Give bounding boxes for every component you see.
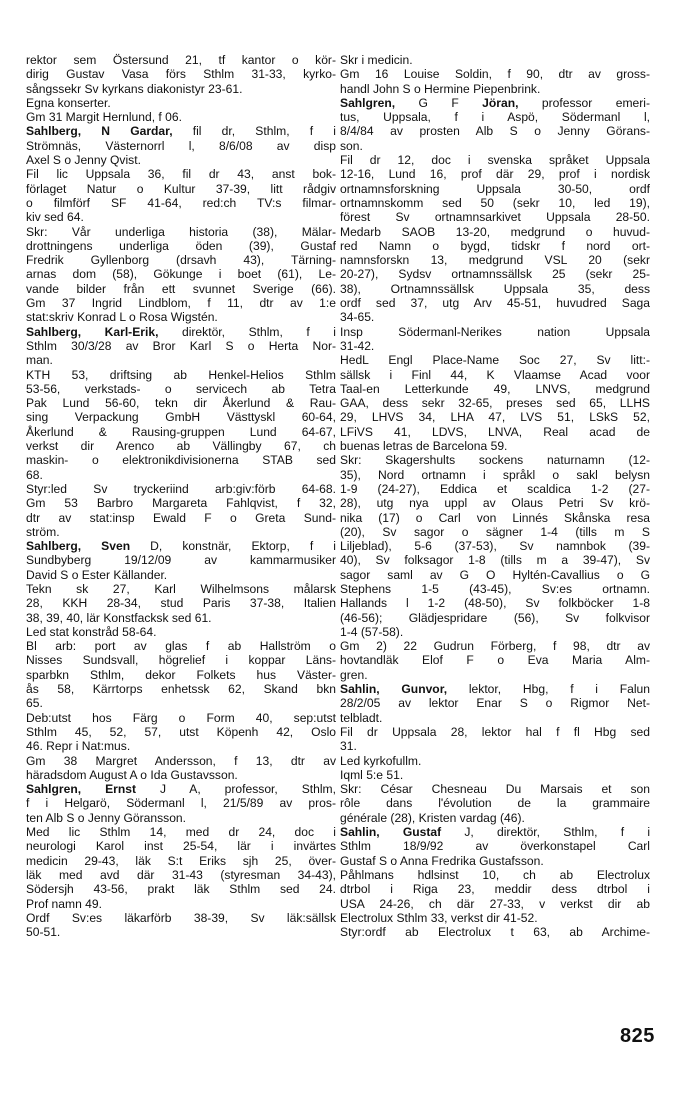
entry-name: Sahlin, Gustaf	[340, 825, 442, 840]
entry-text: 65.	[26, 696, 43, 711]
entry-text: Gm 31 Margit Hernlund, f 06.	[26, 110, 182, 125]
entry-text: 35), Nord ortnamn i språkl o sakl belysn	[340, 467, 650, 482]
entry-text: J A, professor, Sthlm,	[135, 782, 336, 797]
entry-text: J, direktör, Sthlm, f i	[441, 825, 650, 840]
entry-text: telbladt.	[340, 710, 383, 725]
text-line	[26, 67, 336, 81]
entry-text: Södersjh 43-56, prakt läk Sthlm sed 24.	[26, 882, 336, 897]
entry-text: ås 58, Kärrtorps enhetssk 62, Skand bkn	[26, 682, 336, 697]
text-line	[26, 282, 336, 296]
text-line	[26, 553, 336, 567]
entry-text: förlaget Natur o Kultur 37-39, litt rådgiv	[26, 181, 336, 196]
text-line	[340, 210, 650, 224]
text-line	[26, 911, 336, 925]
entry-text: Medarb SAOB 13-20, medgrund o huvud-	[340, 224, 650, 239]
text-line	[340, 882, 650, 896]
entry-text: red Namn o bygd, tidskr f nord ort-	[340, 238, 650, 253]
text-line	[340, 868, 650, 882]
text-line	[340, 539, 650, 553]
text-line	[26, 439, 336, 453]
entry-text: ordf sed 37, utg Arv 45-51, huvudred Saga	[340, 296, 650, 311]
text-line	[340, 911, 650, 925]
entry-text: neurologi Karol inst 25-54, lär i invärtes	[26, 839, 336, 854]
page-number: 825	[620, 1025, 655, 1047]
text-line	[340, 410, 650, 424]
entry-text: générale (28), Kristen vardag (46).	[340, 810, 525, 825]
text-line	[340, 568, 650, 582]
entry-text: nika (17) o Carl von Linnés Skånska resa	[340, 510, 650, 525]
text-line	[26, 382, 336, 396]
text-line	[340, 711, 650, 725]
text-line	[340, 82, 650, 96]
text-line	[340, 639, 650, 653]
text-line	[340, 796, 650, 810]
text-line	[340, 439, 650, 453]
text-line	[340, 754, 650, 768]
text-line	[340, 282, 650, 296]
text-line	[26, 796, 336, 810]
entry-text: LFiVS 41, LDVS, LNVA, Real acad de	[340, 424, 650, 439]
entry-text: Fil dr 12, doc i svenska språket Uppsala	[340, 153, 650, 168]
entry-text: f i Helgarö, Södermanl l, 21/5/89 av pros-	[26, 796, 336, 811]
text-line	[26, 653, 336, 667]
entry-text: sparbkn Sthlm, dekor Folkets hus Väster-	[26, 667, 336, 682]
entry-text: kiv sed 64.	[26, 210, 84, 225]
entry-text: tus, Uppsala, f i Aspö, Södermanl l,	[340, 110, 650, 125]
entry-name: Sahlberg,	[26, 124, 82, 139]
text-line	[26, 511, 336, 525]
text-line	[340, 725, 650, 739]
entry-text: dtrbol i Riga 23, meddir dess dtrbol i	[340, 882, 650, 897]
text-line	[340, 782, 650, 796]
entry-text: USA 24-26, ch där 27-33, v verkst dir ab	[340, 896, 650, 911]
text-line	[340, 525, 650, 539]
entry-text: handl John S o Hermine Piepenbrink.	[340, 81, 541, 96]
entry-text: maskin- o elektronikdivisionerna STAB sed	[26, 453, 336, 468]
entry-text: Insp Södermanl-Nerikes nation Uppsala	[340, 324, 650, 339]
text-line	[340, 139, 650, 153]
text-line	[340, 496, 650, 510]
entry-text: 28, KKH 28-34, stud Paris 37-38, Italien	[26, 596, 336, 611]
text-line	[26, 82, 336, 96]
entry-text: Gm 53 Barbro Margareta Fahlqvist, f 32,	[26, 496, 336, 511]
text-line	[340, 124, 650, 138]
entry-text: 53-56, verkstads- o servicech ab Tetra	[26, 381, 336, 396]
entry-text: Styr:led Sv tryckeriind arb:giv:förb 64-68.	[26, 481, 336, 496]
entry-text: Sthlm 30/3/28 av Bror Karl S o Herta Nor-	[26, 338, 336, 353]
entry-text: Skr: Vår underliga historia (38), Mälar-	[26, 224, 336, 239]
text-line	[26, 811, 336, 825]
entry-text: HedL Engl Place-Name Soc 27, Sv litt:-	[340, 353, 650, 368]
text-line	[340, 596, 650, 610]
text-line	[26, 310, 336, 324]
text-line	[26, 425, 336, 439]
entry-text: medicin 29-43, läk S:t Eriks sjh 25, över-	[26, 853, 336, 868]
text-line	[340, 768, 650, 782]
text-line	[26, 539, 336, 553]
text-line	[26, 596, 336, 610]
entry-name: Jöran,	[482, 95, 519, 110]
entry-text: 20-27), Sydsv ortnamnssällsk 25 (sekr 25-	[340, 267, 650, 282]
entry-text: 8/4/84 av prosten Alb S o Jenny Görans-	[340, 124, 650, 139]
entry-text: Fil lic Uppsala 36, fil dr 43, anst bok-	[26, 167, 336, 182]
text-line	[26, 53, 336, 67]
text-line	[340, 353, 650, 367]
text-line	[340, 825, 650, 839]
entry-text: läk med avd där 31-43 (styresman 34-43),	[26, 867, 336, 882]
entry-text: Iqml 5:e 51.	[340, 767, 404, 782]
entry-text: stat:skriv Konrad L o Rosa Wigstén.	[26, 310, 218, 325]
entry-text: Sthlm 45, 52, 57, utst Köpenh 42, Oslo	[26, 724, 336, 739]
entry-text: gren.	[340, 667, 368, 682]
text-line	[26, 210, 336, 224]
text-line	[340, 53, 650, 67]
entry-text: KTH 53, driftsing ab Henkel-Helios Sthlm	[26, 367, 336, 382]
text-line	[340, 897, 650, 911]
text-line	[26, 96, 336, 110]
entry-text: ström.	[26, 524, 60, 539]
entry-text: son.	[340, 138, 363, 153]
text-line	[26, 711, 336, 725]
entry-text: Skr i medicin.	[340, 53, 413, 67]
text-line	[340, 310, 650, 324]
entry-text: direktör, Sthlm, f i	[158, 324, 336, 339]
entry-text: Gustaf S o Anna Fredrika Gustafsson.	[340, 853, 544, 868]
entry-text: Tekn sk 27, Karl Wilhelmsons målarsk	[26, 581, 336, 596]
entry-text: Hallands l 1-2 (48-50), Sv folkböcker 1-8	[340, 596, 650, 611]
entry-text: 68.	[26, 467, 43, 482]
text-line	[26, 225, 336, 239]
text-line	[340, 339, 650, 353]
entry-text: ortnamnskomm sed 50 (sekr 10, led 19),	[340, 195, 650, 210]
entry-text: Stephens 1-5 (43-45), Sv:es ortnamn.	[340, 581, 650, 596]
entry-text: Sthlm 18/9/92 av överkonstapel Carl	[340, 839, 650, 854]
entry-text: Nisses Sundsvall, högrelief i koppar Läns-	[26, 653, 336, 668]
text-line	[26, 368, 336, 382]
entry-text: drottningens underliga öden (39), Gustaf	[26, 238, 336, 253]
entry-text: Gm 2) 22 Gudrun Förberg, f 98, dtr av	[340, 639, 650, 654]
entry-text: 34-65.	[340, 310, 375, 325]
entry-text: GAA, dess sekr 32-65, preses sed 65, LLHS	[340, 396, 650, 411]
entry-text: Påhlmans hdlsinst 10, ch ab Electrolux	[340, 867, 650, 882]
text-line	[26, 339, 336, 353]
text-line	[340, 482, 650, 496]
text-line	[26, 453, 336, 467]
text-line	[340, 553, 650, 567]
text-line	[340, 67, 650, 81]
entry-text: Styr:ordf ab Electrolux t 63, ab Archime-	[340, 925, 650, 940]
text-line	[340, 854, 650, 868]
entry-text: Sundbyberg 19/12/09 av kammarmusiker	[26, 553, 336, 568]
entry-text: Gm 37 Ingrid Lindblom, f 11, dtr av 1:e	[26, 296, 336, 311]
entry-text: (46-56); Glädjespridare (56), Sv folkvisor	[340, 610, 650, 625]
text-line	[340, 182, 650, 196]
entry-text: Electrolux Sthlm 33, verkst dir 41-52.	[340, 910, 538, 925]
text-line	[26, 682, 336, 696]
text-line	[26, 239, 336, 253]
entry-text: Med lic Sthlm 14, med dr 24, doc i	[26, 825, 336, 840]
text-line	[26, 839, 336, 853]
entry-text: 28/2/05 av lektor Enar S o Rigmor Net-	[340, 696, 650, 711]
entry-text: Led stat konstråd 58-64.	[26, 624, 157, 639]
entry-text: sing Verpackung GmbH Västtyskl 60-64,	[26, 410, 336, 425]
text-line	[340, 325, 650, 339]
text-line	[26, 139, 336, 153]
entry-text: arnas dom (58), Gökunge i boet (61), Le-	[26, 267, 336, 282]
entry-name: Sahlin, Gunvor,	[340, 682, 448, 697]
text-line	[26, 668, 336, 682]
text-line	[26, 611, 336, 625]
text-line	[340, 468, 650, 482]
entry-text: buenas letras de Barcelona 59.	[340, 439, 508, 454]
entry-text: Taal-en Letterkunde 49, LNVS, medgrund	[340, 381, 650, 396]
text-line	[26, 782, 336, 796]
text-line	[26, 124, 336, 138]
text-line	[26, 267, 336, 281]
text-line	[340, 682, 650, 696]
text-line	[26, 353, 336, 367]
text-line	[26, 882, 336, 896]
entry-text: Ordf Sv:es läkarförb 38-39, Sv läk:sällsk	[26, 910, 336, 925]
entry-text: (20), Sv sagor o sägner 1-4 (tills m S	[340, 524, 650, 539]
text-line	[340, 582, 650, 596]
entry-text: fil dr, Sthlm, f i	[172, 124, 336, 139]
entry-text: D, konstnär, Ektorp, f i	[130, 539, 336, 554]
entry-text: David S o Ester Källander.	[26, 567, 168, 582]
text-line	[340, 196, 650, 210]
entry-text: Egna konserter.	[26, 95, 111, 110]
entry-text: 12-16, Lund 16, prof där 29, prof i nordisk	[340, 167, 650, 182]
text-line	[26, 925, 336, 939]
text-line	[340, 368, 650, 382]
text-line	[26, 868, 336, 882]
text-line	[340, 696, 650, 710]
entry-text: ten Alb S o Jenny Göransson.	[26, 810, 187, 825]
entry-text: 31-42.	[340, 338, 375, 353]
text-line	[26, 182, 336, 196]
entry-text: rektor sem Östersund 21, tf kantor o kör-	[26, 53, 336, 67]
entry-text: hovtandläk Elof F o Eva Maria Alm-	[340, 653, 650, 668]
text-line	[26, 754, 336, 768]
text-line	[26, 153, 336, 167]
text-line	[26, 854, 336, 868]
text-line	[340, 253, 650, 267]
entry-text: 40), Sv folksagor 1-8 (tills m a 39-47), Sv	[340, 553, 650, 568]
entry-name: N Gardar,	[81, 124, 173, 139]
text-line	[340, 396, 650, 410]
entry-text: 46. Repr i Nat:mus.	[26, 739, 131, 754]
entry-text: rôle dans l'évolution de la grammaire	[340, 796, 650, 811]
text-line	[26, 897, 336, 911]
text-line	[340, 296, 650, 310]
text-line	[340, 453, 650, 467]
text-line	[340, 625, 650, 639]
text-line	[26, 468, 336, 482]
entry-text: Axel S o Jenny Qvist.	[26, 153, 141, 168]
text-line	[26, 253, 336, 267]
entry-text: 29, LHVS 34, LHA 47, LVS 51, LSkS 52,	[340, 410, 650, 425]
text-line	[26, 167, 336, 181]
text-line	[26, 696, 336, 710]
text-line	[26, 625, 336, 639]
entry-text: Gm 38 Margret Andersson, f 13, dtr av	[26, 753, 336, 768]
text-line	[340, 153, 650, 167]
entry-text: Bl arb: port av glas f ab Hallström o	[26, 639, 336, 654]
text-line	[340, 225, 650, 239]
text-line	[340, 511, 650, 525]
text-line	[26, 110, 336, 124]
text-line	[340, 668, 650, 682]
entry-text: 38, 39, 40, lär Konstfacksk sed 61.	[26, 610, 212, 625]
entry-name: Sahlberg, Karl-Erik,	[26, 324, 159, 339]
entry-text: häradsdom August A o Ida Gustavsson.	[26, 767, 238, 782]
entry-text: ortnamnsforskning Uppsala 30-50, ordf	[340, 181, 650, 196]
text-line	[26, 296, 336, 310]
entry-text: 28), utg nya uppl av Olaus Petri Sv krö-	[340, 496, 650, 511]
left-column	[26, 53, 336, 939]
entry-text: verkst dir Arenco ab Vällingby 67, ch	[26, 439, 336, 454]
entry-text: o filmförf SF 41-64, red:ch TV:s filmar-	[26, 195, 336, 210]
text-line	[26, 739, 336, 753]
entry-text: namnsforskn 13, medgrund VSL 20 (sekr	[340, 253, 650, 268]
text-line	[26, 825, 336, 839]
text-line	[340, 96, 650, 110]
entry-text: Skr: Skagershults sockens naturnamn (12-	[340, 453, 650, 468]
text-line	[340, 267, 650, 281]
text-line	[340, 925, 650, 939]
entry-text: sagor saml av G O Hyltén-Cavallius o G	[340, 567, 650, 582]
text-line	[26, 196, 336, 210]
entry-text: Åkerlund & Rausing-gruppen Lund 64-67,	[26, 424, 336, 439]
entry-text: sällsk i Finl 44, K Vlaamse Acad voor	[340, 367, 650, 382]
entry-text: 1-4 (57-58).	[340, 624, 404, 639]
entry-text: man.	[26, 353, 53, 368]
text-line	[26, 396, 336, 410]
text-line	[340, 839, 650, 853]
text-line	[340, 425, 650, 439]
entry-text: Led kyrkofullm.	[340, 753, 422, 768]
entry-text: Deb:utst hos Färg o Form 40, sep:utst	[26, 710, 336, 725]
text-line	[26, 582, 336, 596]
entry-text: Fil dr Uppsala 28, lektor hal f fl Hbg sed	[340, 724, 650, 739]
text-line	[26, 568, 336, 582]
entry-text: Pak Lund 56-60, tekn dir Åkerlund & Rau-	[26, 396, 336, 411]
text-line	[26, 410, 336, 424]
entry-text: Gm 16 Louise Soldin, f 90, dtr av gross-	[340, 67, 650, 82]
entry-text: vande bilder från ett svunnet Sverige (66).	[26, 281, 336, 296]
entry-text: Prof namn 49.	[26, 896, 102, 911]
text-line	[26, 496, 336, 510]
text-line	[340, 110, 650, 124]
text-line	[340, 739, 650, 753]
text-line	[340, 653, 650, 667]
entry-text: Liljeblad), 5-6 (37-53), Sv namnbok (39-	[340, 539, 650, 554]
text-line	[340, 167, 650, 181]
entry-text: 38), Ortnamnssällsk Uppsala 35, dess	[340, 281, 650, 296]
text-line	[26, 639, 336, 653]
entry-text: dirig Gustav Vasa förs Sthlm 31-33, kyrko-	[26, 67, 336, 82]
entry-text: 31.	[340, 739, 357, 754]
entry-text: förest Sv ortnamnsarkivet Uppsala 28-50.	[340, 210, 650, 225]
text-line	[26, 482, 336, 496]
text-line	[340, 611, 650, 625]
right-column	[340, 53, 650, 939]
text-line	[340, 382, 650, 396]
entry-text: Skr: César Chesneau Du Marsais et son	[340, 782, 650, 797]
entry-text: Strömnäs, Västernorrl l, 8/6/08 av disp	[26, 138, 336, 153]
entry-text: dtr av stat:insp Ewald F o Greta Sund-	[26, 510, 336, 525]
entry-text: sångssekr Sv kyrkans diakonistyr 23-61.	[26, 81, 243, 96]
text-line	[26, 525, 336, 539]
text-line	[340, 239, 650, 253]
text-line	[26, 325, 336, 339]
entry-name: Sahlgren,	[340, 95, 396, 110]
text-line	[26, 768, 336, 782]
entry-text: Fredrik Gyllenborg (drsavh 43), Tärning-	[26, 253, 336, 268]
text-line	[340, 811, 650, 825]
text-line	[26, 725, 336, 739]
entry-name: Sahlberg, Sven	[26, 539, 131, 554]
entry-text: 1-9 (24-27), Eddica et scaldica 1-2 (27-	[340, 481, 650, 496]
entry-name: Sahlgren, Ernst	[26, 782, 136, 797]
entry-text: lektor, Hbg, f i Falun	[447, 682, 650, 697]
entry-text: professor emeri-	[518, 95, 650, 110]
entry-text: G F	[395, 95, 483, 110]
entry-text: 50-51.	[26, 925, 61, 940]
